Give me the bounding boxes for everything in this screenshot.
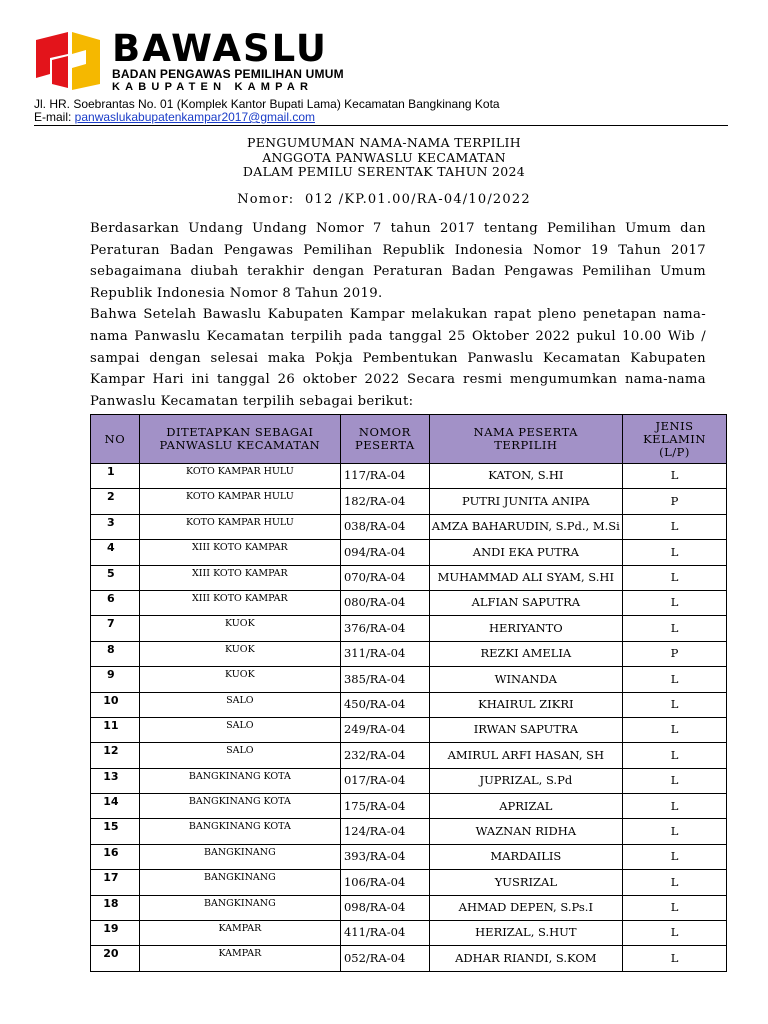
cell-nomor-peserta: 117/RA-04 — [340, 464, 429, 489]
address-line: Jl. HR. Soebrantas No. 01 (Komplek Kantor Bupati Lama) Kecamatan Bangkinang Kota — [34, 97, 500, 111]
table-row — [91, 743, 727, 768]
cell-kecamatan: KOTO KAMPAR HULU — [139, 514, 340, 539]
cell-jenis-kelamin: L — [623, 794, 727, 819]
cell-kecamatan: BANGKINANG KOTA — [139, 768, 340, 793]
table-row — [91, 870, 727, 895]
title-line-3: DALAM PEMILU SERENTAK TAHUN 2024 — [242, 164, 526, 179]
cell-kecamatan: KOTO KAMPAR HULU — [139, 489, 340, 514]
cell-jenis-kelamin: L — [623, 946, 727, 971]
cell-nomor-peserta: 411/RA-04 — [340, 921, 429, 946]
cell-nama-peserta: MUHAMMAD ALI SYAM, S.HI — [429, 565, 622, 590]
table-row — [91, 641, 727, 666]
cell-nomor-peserta: 052/RA-04 — [340, 946, 429, 971]
cell-nama-peserta: YUSRIZAL — [429, 870, 622, 895]
cell-kecamatan: BANGKINANG KOTA — [139, 794, 340, 819]
table-row — [91, 717, 727, 742]
cell-jenis-kelamin: L — [623, 540, 727, 565]
email-line — [34, 111, 500, 124]
table-row — [91, 514, 727, 539]
cell-kecamatan: BANGKINANG KOTA — [139, 819, 340, 844]
cell-nomor-peserta: 450/RA-04 — [340, 692, 429, 717]
cell-no: 20 — [91, 946, 140, 971]
cell-nama-peserta: IRWAN SAPUTRA — [429, 717, 622, 742]
cell-jenis-kelamin: L — [623, 743, 727, 768]
cell-no: 6 — [91, 590, 140, 615]
cell-jenis-kelamin: L — [623, 819, 727, 844]
cell-nomor-peserta: 094/RA-04 — [340, 540, 429, 565]
elected-members-table — [90, 414, 727, 972]
email-link[interactable]: panwaslukabupatenkampar2017@gmail.com — [74, 110, 315, 124]
brand-name: BAWASLU — [112, 27, 328, 70]
cell-jenis-kelamin: L — [623, 692, 727, 717]
cell-no: 7 — [91, 616, 140, 641]
cell-no: 15 — [91, 819, 140, 844]
cell-kecamatan: KUOK — [139, 667, 340, 692]
cell-jenis-kelamin: L — [623, 870, 727, 895]
cell-nama-peserta: WINANDA — [429, 667, 622, 692]
table-row — [91, 464, 727, 489]
header-nomor-peserta: NOMOR PESERTA — [340, 415, 429, 464]
cell-no: 4 — [91, 540, 140, 565]
cell-kecamatan: KAMPAR — [139, 921, 340, 946]
cell-no: 18 — [91, 895, 140, 920]
brand-subtitle: BADAN PENGAWAS PEMILIHAN UMUM — [112, 67, 344, 81]
cell-nama-peserta: MARDAILIS — [429, 844, 622, 869]
cell-jenis-kelamin: P — [623, 489, 727, 514]
title-line-1: PENGUMUMAN NAMA-NAMA TERPILIH — [247, 135, 521, 150]
body-paragraph-2: Bahwa Setelah Bawaslu Kabupaten Kampar melakukan rapat pleno penetapan nama-nama Panwaslu Kecamatan terpilih pada tanggal 25 Oktober 2022 pukul 10.00 Wib / sampai dengan selesai maka Pokja Pembentukan Panwaslu Kecamatan Kabupaten Kampar Hari ini tanggal 26 oktober 2022 Secara resmi mengumumkan nama-nama Panwaslu Kecamatan terpilih sebagai berikut: — [90, 307, 706, 409]
cell-nomor-peserta: 311/RA-04 — [340, 641, 429, 666]
table-row — [91, 946, 727, 971]
cell-jenis-kelamin: L — [623, 895, 727, 920]
cell-nomor-peserta: 017/RA-04 — [340, 768, 429, 793]
cell-nomor-peserta: 376/RA-04 — [340, 616, 429, 641]
cell-kecamatan: KUOK — [139, 641, 340, 666]
cell-kecamatan: SALO — [139, 743, 340, 768]
cell-no: 5 — [91, 565, 140, 590]
cell-nomor-peserta: 385/RA-04 — [340, 667, 429, 692]
table-row — [91, 590, 727, 615]
table-row — [91, 667, 727, 692]
cell-nomor-peserta: 232/RA-04 — [340, 743, 429, 768]
cell-nama-peserta: KATON, S.HI — [429, 464, 622, 489]
cell-jenis-kelamin: L — [623, 590, 727, 615]
cell-kecamatan: SALO — [139, 717, 340, 742]
cell-kecamatan: XIII KOTO KAMPAR — [139, 590, 340, 615]
cell-nama-peserta: REZKI AMELIA — [429, 641, 622, 666]
table-row — [91, 794, 727, 819]
cell-jenis-kelamin: L — [623, 667, 727, 692]
table-body — [91, 464, 727, 972]
cell-kecamatan: KUOK — [139, 616, 340, 641]
announcement-body — [90, 218, 706, 412]
bawaslu-logo — [34, 28, 102, 92]
cell-nomor-peserta: 182/RA-04 — [340, 489, 429, 514]
cell-nomor-peserta: 098/RA-04 — [340, 895, 429, 920]
header-divider — [34, 125, 728, 126]
body-paragraph-1: Berdasarkan Undang Undang Nomor 7 tahun 2017 tentang Pemilihan Umum dan Peraturan Badan Pengawas Pemilihan Republik Indonesia Nomor 19 Tahun 2017 sebagaimana diubah terakhir dengan Peraturan Badan Pengawas Pemilihan Umum Republik Indonesia Nomor 8 Tahun 2019. — [90, 221, 706, 301]
cell-jenis-kelamin: L — [623, 768, 727, 793]
header-no: NO — [91, 415, 140, 464]
cell-no: 19 — [91, 921, 140, 946]
cell-no: 9 — [91, 667, 140, 692]
cell-nomor-peserta: 038/RA-04 — [340, 514, 429, 539]
cell-kecamatan: XIII KOTO KAMPAR — [139, 565, 340, 590]
table-header-row — [91, 415, 727, 464]
letterhead-brand — [112, 27, 344, 93]
cell-no: 10 — [91, 692, 140, 717]
logo-white-arrow — [74, 53, 84, 65]
table-row — [91, 692, 727, 717]
title-line-2: ANGGOTA PANWASLU KECAMATAN — [262, 149, 506, 165]
cell-kecamatan: BANGKINANG — [139, 870, 340, 895]
cell-nama-peserta: KHAIRUL ZIKRI — [429, 692, 622, 717]
cell-nomor-peserta: 070/RA-04 — [340, 565, 429, 590]
cell-nama-peserta: PUTRI JUNITA ANIPA — [429, 489, 622, 514]
table-row — [91, 895, 727, 920]
table-row — [91, 921, 727, 946]
cell-jenis-kelamin: L — [623, 921, 727, 946]
announcement-title — [0, 136, 768, 180]
cell-no: 2 — [91, 489, 140, 514]
table-row — [91, 489, 727, 514]
cell-nomor-peserta: 249/RA-04 — [340, 717, 429, 742]
cell-no: 13 — [91, 768, 140, 793]
letterhead-address — [34, 98, 500, 124]
table-row — [91, 768, 727, 793]
cell-kecamatan: KAMPAR — [139, 946, 340, 971]
cell-no: 8 — [91, 641, 140, 666]
cell-nomor-peserta: 175/RA-04 — [340, 794, 429, 819]
cell-nama-peserta: ANDI EKA PUTRA — [429, 540, 622, 565]
cell-jenis-kelamin: L — [623, 844, 727, 869]
cell-kecamatan: BANGKINANG — [139, 844, 340, 869]
cell-nama-peserta: WAZNAN RIDHA — [429, 819, 622, 844]
cell-nomor-peserta: 106/RA-04 — [340, 870, 429, 895]
cell-jenis-kelamin: L — [623, 616, 727, 641]
table-row — [91, 540, 727, 565]
brand-region: KABUPATEN KAMPAR — [112, 81, 314, 93]
cell-nomor-peserta: 080/RA-04 — [340, 590, 429, 615]
cell-nama-peserta: ALFIAN SAPUTRA — [429, 590, 622, 615]
cell-kecamatan: BANGKINANG — [139, 895, 340, 920]
header-jenis-kelamin: JENIS KELAMIN (L/P) — [623, 415, 727, 464]
header-kecamatan: DITETAPKAN SEBAGAI PANWASLU KECAMATAN — [139, 415, 340, 464]
cell-nama-peserta: AMIRUL ARFI HASAN, SH — [429, 743, 622, 768]
cell-nama-peserta: AMZA BAHARUDIN, S.Pd., M.Si — [429, 514, 622, 539]
cell-nama-peserta: HERIZAL, S.HUT — [429, 921, 622, 946]
cell-jenis-kelamin: L — [623, 717, 727, 742]
cell-kecamatan: SALO — [139, 692, 340, 717]
cell-jenis-kelamin: L — [623, 464, 727, 489]
cell-kecamatan: KOTO KAMPAR HULU — [139, 464, 340, 489]
cell-nama-peserta: JUPRIZAL, S.Pd — [429, 768, 622, 793]
table-row — [91, 819, 727, 844]
cell-nama-peserta: HERIYANTO — [429, 616, 622, 641]
cell-kecamatan: XIII KOTO KAMPAR — [139, 540, 340, 565]
logo-red-shape-lower — [52, 56, 68, 88]
cell-no: 16 — [91, 844, 140, 869]
cell-nama-peserta: AHMAD DEPEN, S.Ps.I — [429, 895, 622, 920]
cell-nama-peserta: ADHAR RIANDI, S.KOM — [429, 946, 622, 971]
header-nama-peserta: NAMA PESERTA TERPILIH — [429, 415, 622, 464]
cell-nomor-peserta: 124/RA-04 — [340, 819, 429, 844]
cell-nomor-peserta: 393/RA-04 — [340, 844, 429, 869]
cell-no: 3 — [91, 514, 140, 539]
cell-jenis-kelamin: L — [623, 514, 727, 539]
table-row — [91, 616, 727, 641]
table-row — [91, 565, 727, 590]
document-number: Nomor: 012 /KP.01.00/RA-04/10/2022 — [237, 192, 531, 207]
cell-no: 11 — [91, 717, 140, 742]
cell-nama-peserta: APRIZAL — [429, 794, 622, 819]
cell-jenis-kelamin: P — [623, 641, 727, 666]
cell-no: 17 — [91, 870, 140, 895]
cell-no: 12 — [91, 743, 140, 768]
cell-no: 1 — [91, 464, 140, 489]
email-label: E-mail: — [34, 110, 75, 124]
cell-jenis-kelamin: L — [623, 565, 727, 590]
table-row — [91, 844, 727, 869]
cell-no: 14 — [91, 794, 140, 819]
